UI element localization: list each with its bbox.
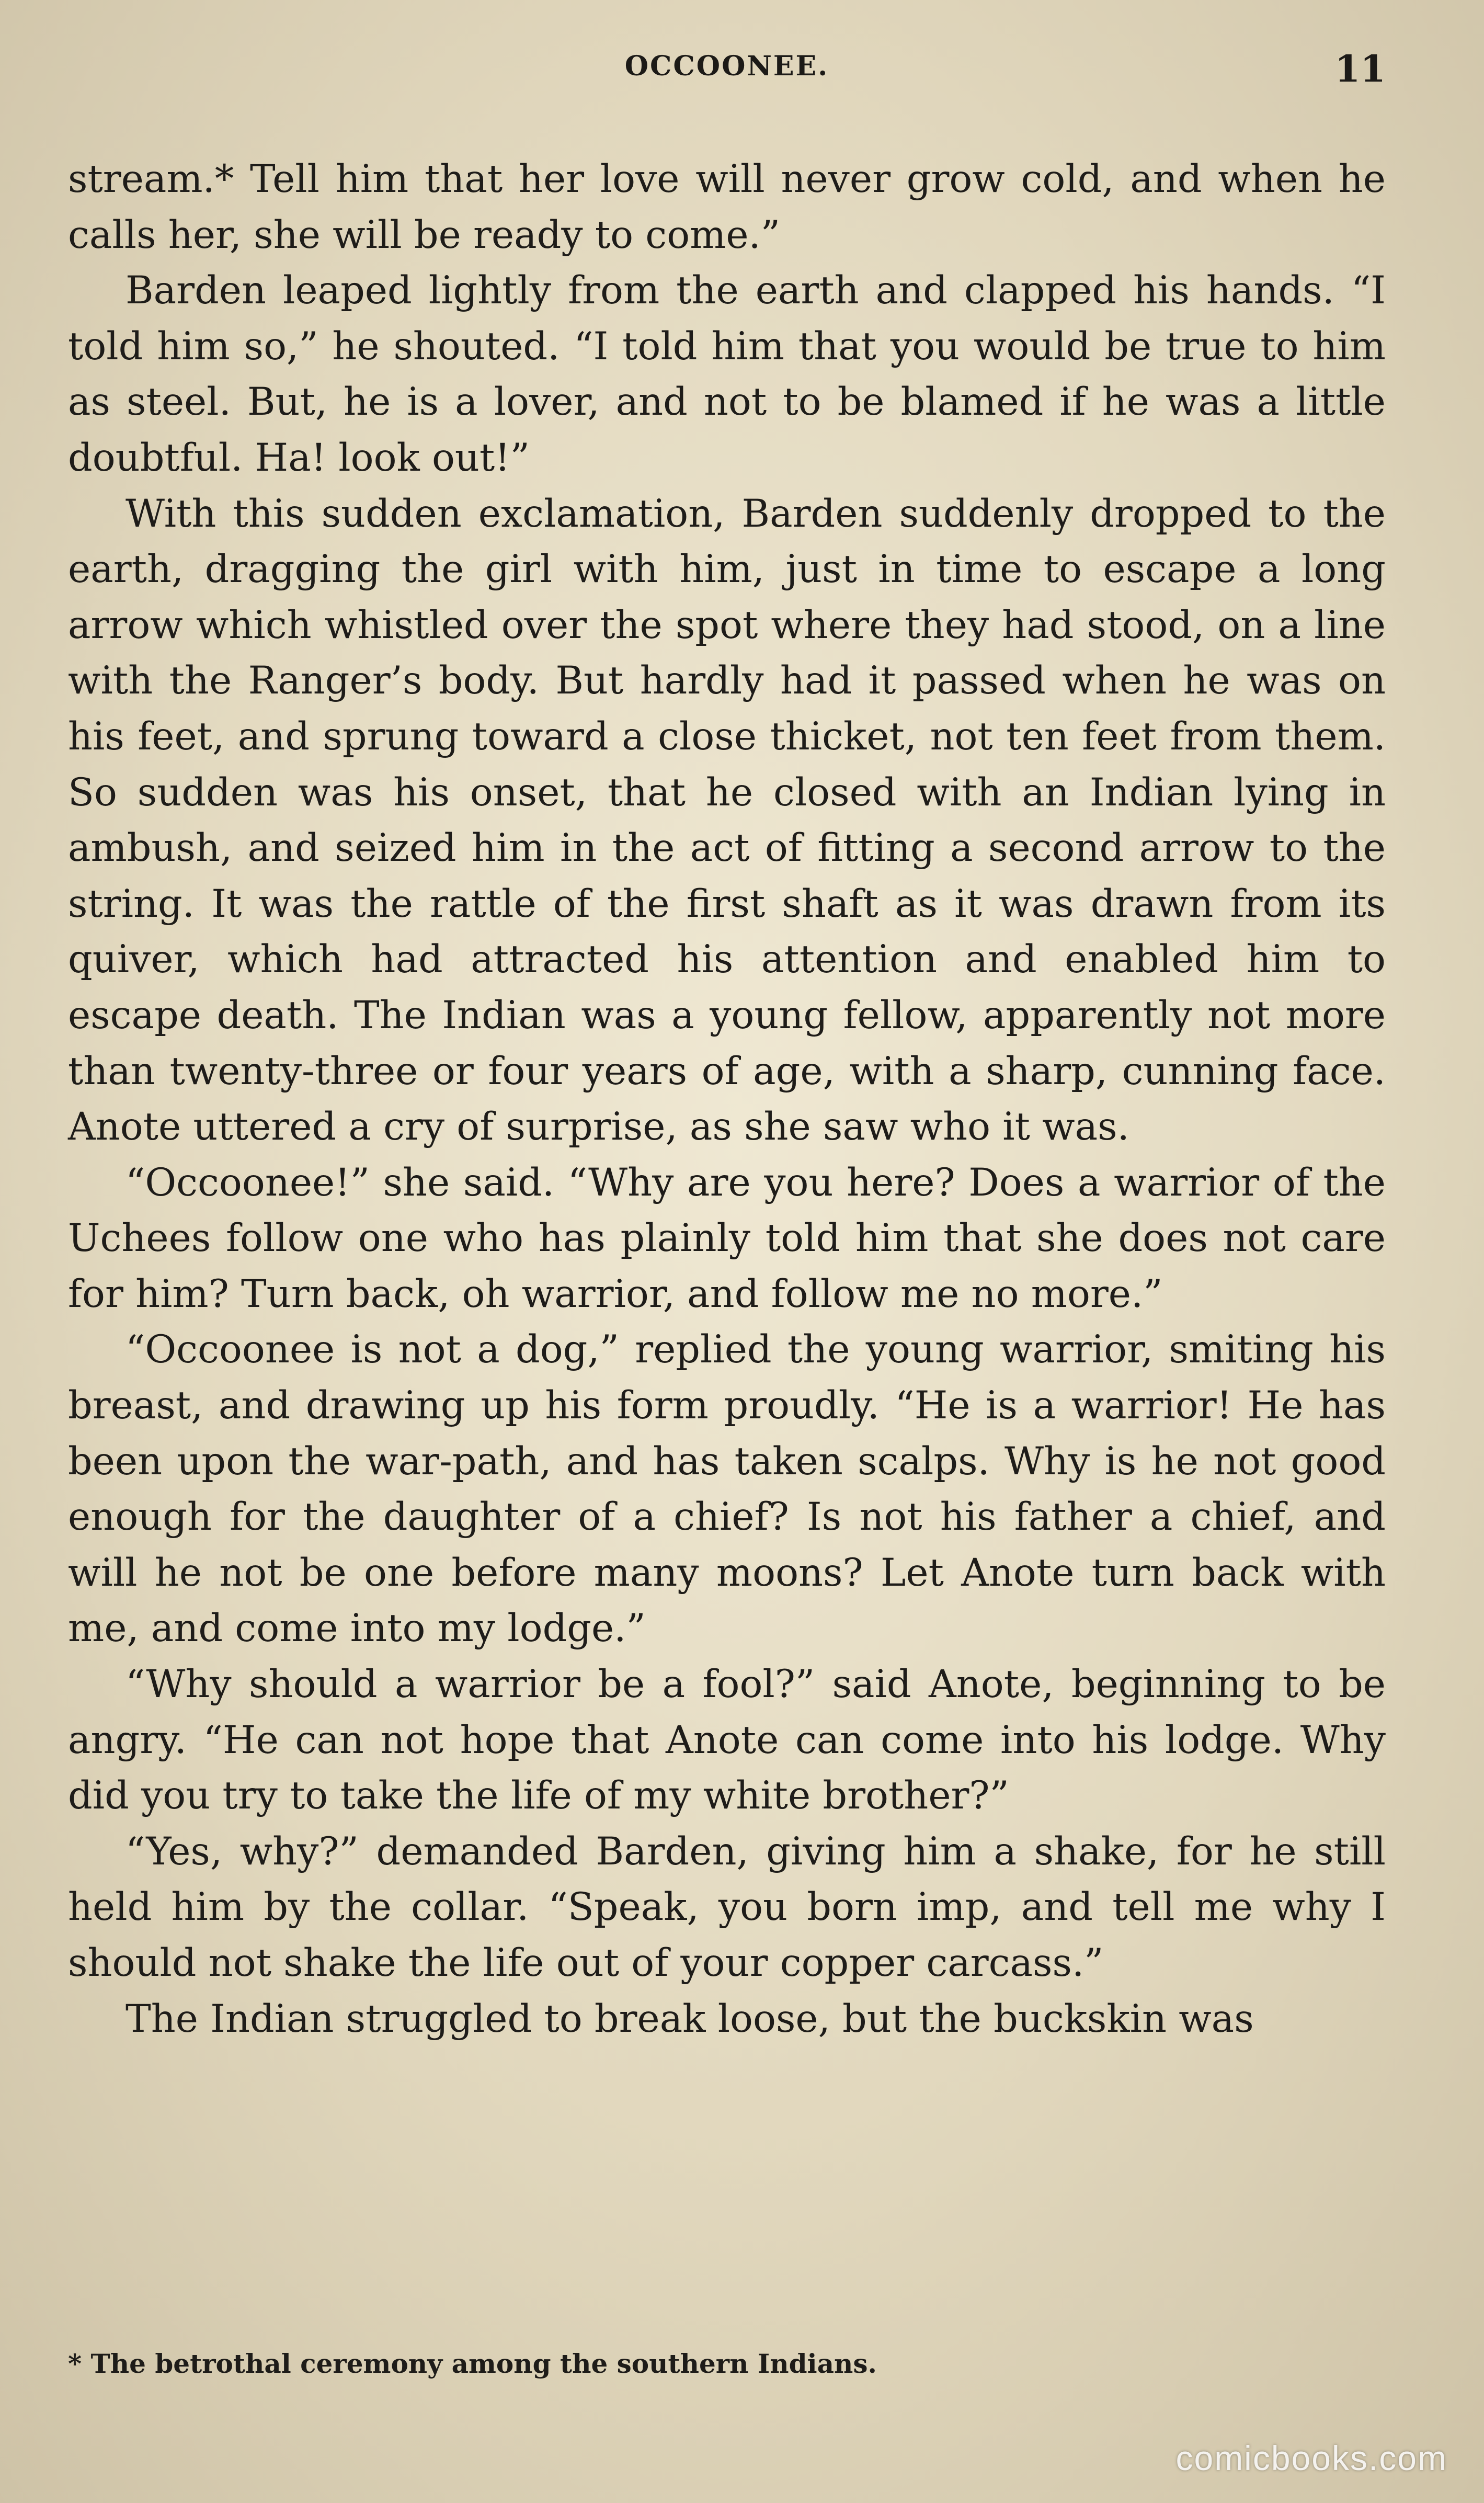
page-number: 11 xyxy=(1334,47,1386,90)
paragraph-1: stream.* Tell him that her love will never grow cold, and when he calls her, she will be ready to come.” xyxy=(68,157,1386,257)
body-text xyxy=(68,152,1386,2047)
running-title: OCCOONEE. xyxy=(624,50,829,82)
paragraph-2: Barden leaped lightly from the earth and clapped his hands. “I told him so,” he shouted. “I told him that you would be true to him as steel. But, he is a lover, and not to be blamed if he was a little doubtful. Ha! look out!” xyxy=(68,268,1386,480)
paragraph-6: “Why should a warrior be a fool?” said Anote, beginning to be angry. “He can not hope that Anote can come into his lodge. Why did you try to take the life of my white brother?” xyxy=(68,1662,1386,1818)
page-header xyxy=(68,47,1386,97)
footnote: * The betrothal ceremony among the southern Indians. xyxy=(68,2348,877,2379)
paragraph-7: “Yes, why?” demanded Barden, giving him a shake, for he still held him by the collar. “Speak, you born imp, and tell me why I should not shake the life out of your copper carcass.” xyxy=(68,1829,1386,1985)
paragraph-4: “Occoonee!” she said. “Why are you here? Does a warrior of the Uchees follow one who has plainly told him that she does not care for him? Turn back, oh warrior, and follow me no more.” xyxy=(68,1160,1386,1316)
paragraph-8: The Indian struggled to break loose, but the buckskin was xyxy=(125,1996,1254,2041)
paragraph-3: With this sudden exclamation, Barden suddenly dropped to the earth, dragging the girl with him, just in time to escape a long arrow which whistled over the spot where they had stood, on a line with the Ranger’s body. But hardly had it passed when he was on his feet, and sprung toward a close thicket, not ten feet from them. So sudden was his onset, that he closed with an Indian lying in ambush, and seized him in the act of fitting a second arrow to the string. It was the rattle of the first shaft as it was drawn from its quiver, which had attracted his attention and enabled him to escape death. The Indian was a young fellow, apparently not more than twenty-three or four years of age, with a sharp, cunning face. Anote uttered a cry of surprise, as she saw who it was. xyxy=(68,491,1386,1150)
watermark: comicbooks.com xyxy=(1175,2439,1447,2477)
paragraph-5: “Occoonee is not a dog,” replied the young warrior, smiting his breast, and drawing up his form proudly. “He is a warrior! He has been upon the war-path, and has taken scalps. Why is he not good enough for the daughter of a chief? Is not his father a chief, and will he not be one before many moons? Let Anote turn back with me, and come into my lodge.” xyxy=(68,1327,1386,1651)
